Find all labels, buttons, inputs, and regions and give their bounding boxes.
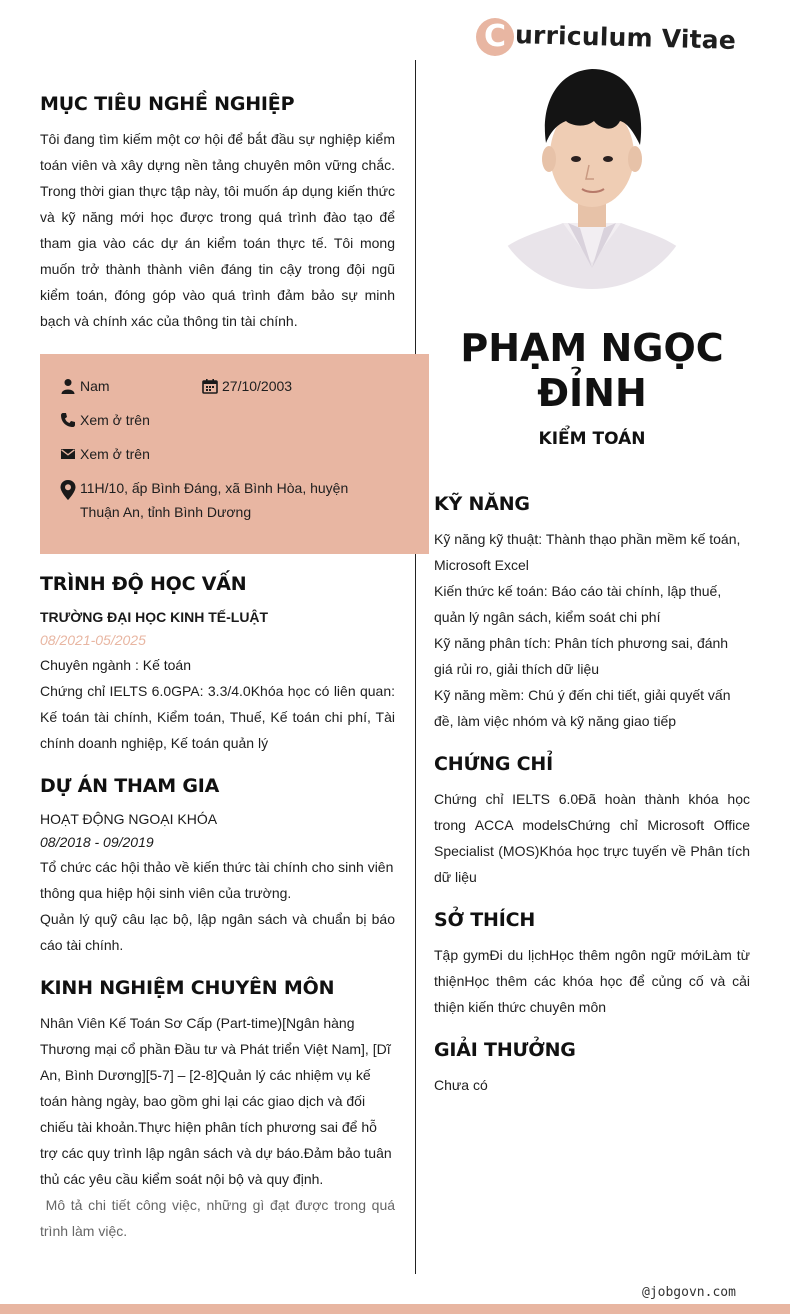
project-description: [40, 854, 395, 958]
phone-value: Xem ở trên: [80, 412, 150, 428]
education-title: TRÌNH ĐỘ HỌC VẤN: [40, 573, 247, 595]
project-desc-line-2: Quản lý quỹ câu lạc bộ, lập ngân sách và chuẩn bị báo cáo tài chính.: [40, 911, 395, 953]
address-row: [60, 476, 380, 524]
address-value: 11H/10, ấp Bình Đáng, xã Bình Hòa, huyện Thuận An, tỉnh Bình Dương: [80, 480, 349, 520]
logo-text: urriculum Vitae: [514, 19, 737, 55]
project-date: 08/2018 - 09/2019: [40, 834, 154, 850]
contact-info-box: [40, 354, 429, 554]
awards-text: Chưa có: [434, 1077, 488, 1093]
skill-item: Kỹ năng phân tích: Phân tích phương sai, đánh giá rủi ro, giải thích dữ liệu: [434, 635, 729, 677]
skills-title: KỸ NĂNG: [434, 493, 530, 515]
gender-row: [60, 374, 110, 398]
education-details: Chứng chỉ IELTS 6.0GPA: 3.3/4.0Khóa học có liên quan: Kế toán tài chính, Kiểm toán, Thuế, Kế toán chi phí, Tài chính doanh nghiệp, Kế toán quản lý: [40, 683, 395, 751]
awards-title: GIẢI THƯỞNG: [434, 1039, 576, 1061]
project-name: HOẠT ĐỘNG NGOẠI KHÓA: [40, 811, 218, 827]
experience-note-text: Mô tả chi tiết công việc, những gì đạt được trong quá trình làm việc.: [40, 1197, 396, 1239]
hobbies-text: Tập gymĐi du lịchHọc thêm ngôn ngữ mớiLàm từ thiệnHọc thêm các khóa học để củng cố và cải thiện kiến thức chuyên môn: [434, 947, 750, 1015]
experience-text: Nhân Viên Kế Toán Sơ Cấp (Part-time)[Ngân hàng Thương mại cổ phần Đầu tư và Phát triển Việt Nam], [Dĩ An, Bình Dương][5-7] – [2-8]Quản lý các nhiệm vụ kế toán hàng ngày, bao gồm ghi lại các giao dịch và đối chiếu tài khoản.Thực hiện phân tích phương sai để hỗ trợ các quy trình lập ngân sách và dự báo.Đảm bảo tuân thủ các yêu cầu kiểm soát nội bộ và quy định.: [40, 1015, 392, 1187]
email-row: [60, 442, 150, 466]
bottom-accent-bar: [0, 1304, 790, 1314]
birthdate-row: [202, 374, 292, 398]
skill-item: Kỹ năng mềm: Chú ý đến chi tiết, giải quyết vấn đề, làm việc nhóm và kỹ năng giao tiếp: [434, 687, 731, 729]
certificates-text: Chứng chỉ IELTS 6.0Đã hoàn thành khóa học trong ACCA modelsChứng chỉ Microsoft Office Specialist (MOS)Khóa học trực tuyến về Phân tích dữ liệu: [434, 791, 750, 885]
cv-logo: [476, 16, 736, 58]
hobbies-title: SỞ THÍCH: [434, 909, 536, 931]
experience-title: KINH NGHIỆM CHUYÊN MÔN: [40, 977, 335, 999]
projects-title: DỰ ÁN THAM GIA: [40, 775, 220, 797]
portrait-illustration: [488, 63, 696, 289]
skill-item: Kỹ năng kỹ thuật: Thành thạo phần mềm kế toán, Microsoft Excel: [434, 531, 741, 573]
experience-note: [40, 1192, 395, 1244]
job-title: KIỂM TOÁN: [538, 429, 646, 449]
person-icon: [60, 378, 76, 394]
education-date: 08/2021-05/2025: [40, 632, 146, 648]
certificates-title: CHỨNG CHỈ: [434, 753, 553, 775]
column-divider: [415, 60, 416, 1274]
email-value: Xem ở trên: [80, 446, 150, 462]
watermark: @jobgovn.com: [642, 1285, 736, 1300]
birthdate-value: 27/10/2003: [222, 378, 293, 394]
education-major: Chuyên ngành : Kế toán: [40, 657, 192, 673]
objective-title: MỤC TIÊU NGHỀ NGHIỆP: [40, 93, 295, 115]
candidate-name: PHẠM NGỌC ĐỈNH: [460, 326, 724, 415]
calendar-icon: [202, 378, 218, 394]
location-pin-icon: [60, 480, 76, 500]
skill-item: Kiến thức kế toán: Báo cáo tài chính, lập thuế, quản lý ngân sách, kiểm soát chi phí: [434, 583, 722, 625]
education-school: TRƯỜNG ĐẠI HỌC KINH TẾ-LUẬT: [40, 609, 269, 625]
phone-row: [60, 408, 150, 432]
objective-text: Tôi đang tìm kiếm một cơ hội để bắt đầu sự nghiệp kiểm toán viên và xây dựng nền tảng chuyên môn vững chắc. Trong thời gian thực tập này, tôi muốn áp dụng kiến thức và kỹ năng mới học được trong quá trình đào tạo để tham gia vào các dự án kiểm toán thực tế. Tôi mong muốn trở thành thành viên đáng tin cậy trong đội ngũ kiểm toán, đóng góp vào quá trình đảm bảo sự minh bạch và chính xác của thông tin tài chính.: [40, 131, 395, 329]
project-desc-line-1: Tổ chức các hội thảo về kiến thức tài chính cho sinh viên thông qua hiệp hội sinh viên của trường.: [40, 859, 394, 901]
gender-value: Nam: [80, 378, 110, 394]
phone-icon: [60, 412, 76, 428]
logo-circle-letter: C: [476, 18, 514, 56]
envelope-icon: [60, 446, 76, 462]
skills-list: [434, 526, 750, 734]
profile-photo: [488, 63, 696, 289]
